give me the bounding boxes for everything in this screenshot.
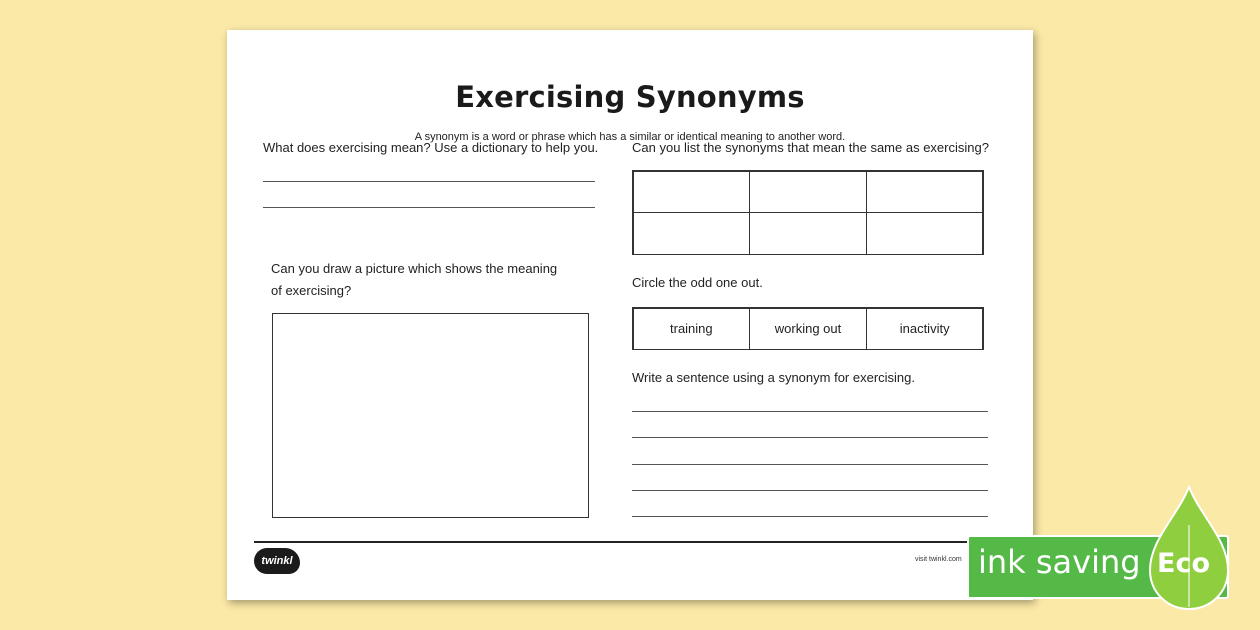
eco-label: Eco [1157,548,1210,579]
synonym-grid [632,170,984,255]
worksheet-page [227,30,1033,600]
question-draw-line2: of exercising? [271,283,352,298]
sentence-line[interactable] [632,516,988,517]
question-synonyms: Can you list the synonyms that mean the same as exercising? [632,140,989,155]
synonym-cell[interactable] [633,212,751,255]
ink-saving-label: ink saving [978,543,1141,581]
odd-option-training[interactable]: training [633,308,751,350]
question-meaning: What does exercising mean? Use a dictionary to help you. [263,140,599,155]
footer-divider [254,541,1006,543]
synonym-cell[interactable] [866,212,984,255]
question-odd-one-out: Circle the odd one out. [632,275,763,290]
synonym-cell[interactable] [866,171,984,214]
sentence-line[interactable] [632,437,988,438]
sentence-line[interactable] [632,411,988,412]
synonym-cell[interactable] [749,171,867,214]
sentence-line[interactable] [632,490,988,491]
synonym-cell[interactable] [749,212,867,255]
answer-line[interactable] [263,207,595,208]
drawing-box[interactable] [272,313,589,518]
odd-option-inactivity[interactable]: inactivity [866,308,984,350]
odd-option-working-out[interactable]: working out [749,308,867,350]
twinkl-logo: twinkl [254,548,300,574]
answer-line[interactable] [263,181,595,182]
synonym-cell[interactable] [633,171,751,214]
sentence-line[interactable] [632,464,988,465]
visit-link: visit twinkl.com [915,556,962,563]
page-subtitle: A synonym is a word or phrase which has a similar or identical meaning to another word. [414,131,846,143]
page-title: Exercising Synonyms [455,80,805,114]
odd-one-out-row [632,307,984,350]
question-draw-line1: Can you draw a picture which shows the meaning [271,261,558,276]
question-sentence: Write a sentence using a synonym for exercising. [632,370,916,385]
